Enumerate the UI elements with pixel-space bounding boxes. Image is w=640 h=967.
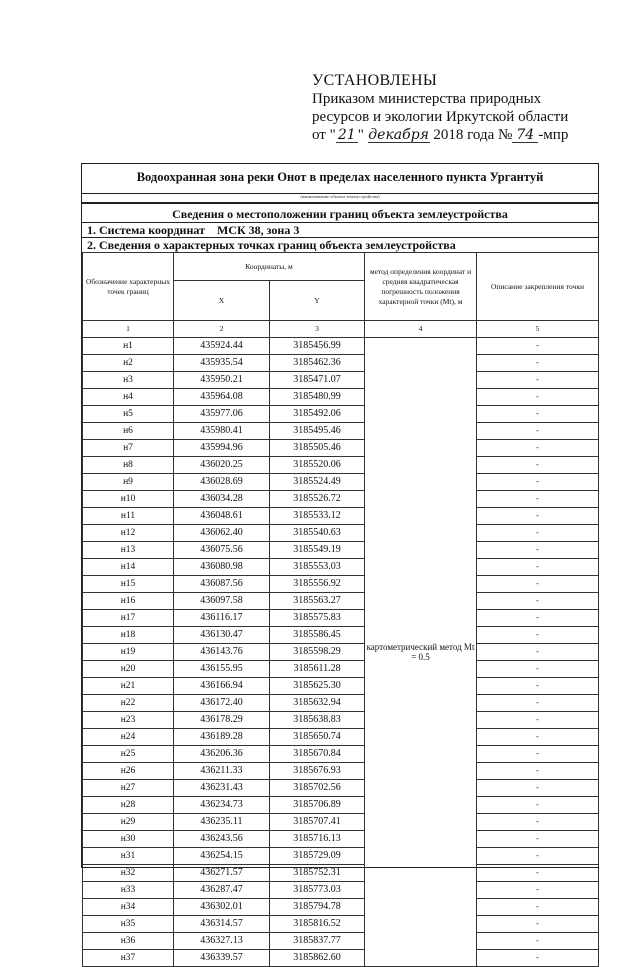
point-id-cell: н37 xyxy=(83,950,174,967)
y-coordinate-cell: 3185862.60 xyxy=(270,950,365,967)
point-id-cell: н36 xyxy=(83,933,174,950)
description-cell: - xyxy=(477,848,599,865)
point-id-cell: н15 xyxy=(83,576,174,593)
x-coordinate-cell: 436097.58 xyxy=(174,593,270,610)
description-cell: - xyxy=(477,610,599,627)
description-cell: - xyxy=(477,525,599,542)
point-id-cell: н34 xyxy=(83,899,174,916)
x-coordinate-cell: 436271.57 xyxy=(174,865,270,882)
description-cell: - xyxy=(477,423,599,440)
point-id-cell: н3 xyxy=(83,372,174,389)
description-cell: - xyxy=(477,457,599,474)
x-coordinate-cell: 436178.29 xyxy=(174,712,270,729)
order-line-1: Приказом министерства природных xyxy=(312,91,542,107)
table-row xyxy=(83,678,599,695)
table-row xyxy=(83,865,599,882)
point-id-cell: н17 xyxy=(83,610,174,627)
x-coordinate-cell: 436189.28 xyxy=(174,729,270,746)
y-coordinate-cell: 3185480.99 xyxy=(270,389,365,406)
point-id-cell: н2 xyxy=(83,355,174,372)
table-row xyxy=(83,423,599,440)
description-cell: - xyxy=(477,406,599,423)
x-coordinate-cell: 436062.40 xyxy=(174,525,270,542)
x-coordinate-cell: 436327.13 xyxy=(174,933,270,950)
table-row xyxy=(83,355,599,372)
y-coordinate-cell: 3185837.77 xyxy=(270,933,365,950)
x-coordinate-cell: 436231.43 xyxy=(174,780,270,797)
x-coordinate-cell: 436206.36 xyxy=(174,746,270,763)
y-coordinate-cell: 3185816.52 xyxy=(270,916,365,933)
description-cell: - xyxy=(477,882,599,899)
x-coordinate-cell: 435980.41 xyxy=(174,423,270,440)
table-row xyxy=(83,814,599,831)
column-number: 3 xyxy=(270,321,365,338)
table-row xyxy=(83,593,599,610)
y-coordinate-cell: 3185632.94 xyxy=(270,695,365,712)
coord-system-value: МСК 38, зона 3 xyxy=(216,223,300,237)
header-desc: Описание закрепления точки xyxy=(477,253,599,321)
x-coordinate-cell: 436028.69 xyxy=(174,474,270,491)
y-coordinate-cell: 3185553.03 xyxy=(270,559,365,576)
x-coordinate-cell: 436254.15 xyxy=(174,848,270,865)
date-year: 2018 года № xyxy=(433,127,513,143)
y-coordinate-cell: 3185533.12 xyxy=(270,508,365,525)
table-row xyxy=(83,559,599,576)
y-coordinate-cell: 3185462.36 xyxy=(270,355,365,372)
date-day: 21 xyxy=(336,128,358,143)
point-id-cell: н21 xyxy=(83,678,174,695)
y-coordinate-cell: 3185706.89 xyxy=(270,797,365,814)
point-id-cell: н31 xyxy=(83,848,174,865)
x-coordinate-cell: 436166.94 xyxy=(174,678,270,695)
table-body xyxy=(83,253,599,967)
description-cell: - xyxy=(477,593,599,610)
table-row xyxy=(83,440,599,457)
column-number: 4 xyxy=(365,321,477,338)
y-coordinate-cell: 3185650.74 xyxy=(270,729,365,746)
x-coordinate-cell: 436243.56 xyxy=(174,831,270,848)
description-cell: - xyxy=(477,899,599,916)
table-row xyxy=(83,576,599,593)
table-row xyxy=(83,729,599,746)
point-id-cell: н1 xyxy=(83,338,174,355)
description-cell: - xyxy=(477,678,599,695)
header-method: метод определения координат и средняя квадратическая погрешность положения характерной точки (Mt), м xyxy=(365,253,477,321)
x-coordinate-cell: 436302.01 xyxy=(174,899,270,916)
table-row xyxy=(83,763,599,780)
approved-heading: УСТАНОВЛЕНЫ xyxy=(312,72,438,89)
table-row xyxy=(83,661,599,678)
description-cell: - xyxy=(477,950,599,967)
description-cell: - xyxy=(477,916,599,933)
point-id-cell: н26 xyxy=(83,763,174,780)
description-cell: - xyxy=(477,491,599,508)
y-coordinate-cell: 3185638.83 xyxy=(270,712,365,729)
point-id-cell: н32 xyxy=(83,865,174,882)
description-cell: - xyxy=(477,440,599,457)
description-cell: - xyxy=(477,576,599,593)
description-cell: - xyxy=(477,831,599,848)
point-id-cell: н30 xyxy=(83,831,174,848)
point-id-cell: н5 xyxy=(83,406,174,423)
table-row xyxy=(83,389,599,406)
point-id-cell: н9 xyxy=(83,474,174,491)
table-row xyxy=(83,406,599,423)
x-coordinate-cell: 436048.61 xyxy=(174,508,270,525)
y-coordinate-cell: 3185586.45 xyxy=(270,627,365,644)
table-row xyxy=(83,372,599,389)
y-coordinate-cell: 3185625.30 xyxy=(270,678,365,695)
description-cell: - xyxy=(477,661,599,678)
point-id-cell: н33 xyxy=(83,882,174,899)
y-coordinate-cell: 3185556.92 xyxy=(270,576,365,593)
point-id-cell: н11 xyxy=(83,508,174,525)
description-cell: - xyxy=(477,372,599,389)
point-id-cell: н16 xyxy=(83,593,174,610)
order-date-line xyxy=(312,126,612,144)
description-cell: - xyxy=(477,695,599,712)
x-coordinate-cell: 436020.25 xyxy=(174,457,270,474)
date-mid: " xyxy=(357,127,364,143)
header-point: Обозначение характерных точек границ xyxy=(83,253,174,321)
document-frame xyxy=(81,163,599,963)
x-coordinate-cell: 435924.44 xyxy=(174,338,270,355)
y-coordinate-cell: 3185716.13 xyxy=(270,831,365,848)
y-coordinate-cell: 3185471.07 xyxy=(270,372,365,389)
point-id-cell: н27 xyxy=(83,780,174,797)
description-cell: - xyxy=(477,797,599,814)
table-row xyxy=(83,508,599,525)
description-cell: - xyxy=(477,355,599,372)
header-y: Y xyxy=(270,281,365,321)
table-row xyxy=(83,491,599,508)
y-coordinate-cell: 3185611.28 xyxy=(270,661,365,678)
description-cell: - xyxy=(477,746,599,763)
y-coordinate-cell: 3185526.72 xyxy=(270,491,365,508)
y-coordinate-cell: 3185598.29 xyxy=(270,644,365,661)
y-coordinate-cell: 3185524.49 xyxy=(270,474,365,491)
table-row xyxy=(83,780,599,797)
description-cell: - xyxy=(477,559,599,576)
description-cell: - xyxy=(477,780,599,797)
x-coordinate-cell: 436172.40 xyxy=(174,695,270,712)
y-coordinate-cell: 3185752.31 xyxy=(270,865,365,882)
approval-stamp xyxy=(312,72,612,144)
x-coordinate-cell: 436314.57 xyxy=(174,916,270,933)
table-row xyxy=(83,338,599,355)
description-cell: - xyxy=(477,729,599,746)
description-cell: - xyxy=(477,865,599,882)
date-suffix: -мпр xyxy=(538,127,569,143)
x-coordinate-cell: 436087.56 xyxy=(174,576,270,593)
description-cell: - xyxy=(477,933,599,950)
point-id-cell: н19 xyxy=(83,644,174,661)
coord-system-row xyxy=(87,223,299,238)
point-id-cell: н10 xyxy=(83,491,174,508)
table-row xyxy=(83,746,599,763)
column-number: 5 xyxy=(477,321,599,338)
description-cell: - xyxy=(477,474,599,491)
table-row xyxy=(83,610,599,627)
order-number: 74 xyxy=(512,128,538,143)
table-row xyxy=(83,797,599,814)
x-coordinate-cell: 436143.76 xyxy=(174,644,270,661)
point-id-cell: н6 xyxy=(83,423,174,440)
column-number: 1 xyxy=(83,321,174,338)
table-row xyxy=(83,542,599,559)
description-cell: - xyxy=(477,542,599,559)
table-row xyxy=(83,474,599,491)
table-row xyxy=(83,831,599,848)
x-coordinate-cell: 436287.47 xyxy=(174,882,270,899)
x-coordinate-cell: 436116.17 xyxy=(174,610,270,627)
y-coordinate-cell: 3185676.93 xyxy=(270,763,365,780)
table-row xyxy=(83,627,599,644)
object-title: Водоохранная зона реки Онот в пределах населенного пункта Ургантуй xyxy=(136,170,544,184)
point-id-cell: н24 xyxy=(83,729,174,746)
x-coordinate-cell: 435950.21 xyxy=(174,372,270,389)
point-id-cell: н23 xyxy=(83,712,174,729)
description-cell: - xyxy=(477,627,599,644)
point-id-cell: н22 xyxy=(83,695,174,712)
table-row xyxy=(83,525,599,542)
header-coords: Координаты, м xyxy=(174,253,365,281)
table-row xyxy=(83,848,599,865)
boundary-points-table xyxy=(82,252,599,967)
method-cell: картометрический метод Mt = 0.5 xyxy=(365,338,477,967)
description-cell: - xyxy=(477,814,599,831)
y-coordinate-cell: 3185495.46 xyxy=(270,423,365,440)
point-id-cell: н8 xyxy=(83,457,174,474)
point-id-cell: н28 xyxy=(83,797,174,814)
x-coordinate-cell: 436234.73 xyxy=(174,797,270,814)
y-coordinate-cell: 3185794.78 xyxy=(270,899,365,916)
x-coordinate-cell: 435977.06 xyxy=(174,406,270,423)
points-label: 2. Сведения о характерных точках границ объекта землеустройства xyxy=(87,238,456,252)
y-coordinate-cell: 3185707.41 xyxy=(270,814,365,831)
point-id-cell: н4 xyxy=(83,389,174,406)
x-coordinate-cell: 435935.54 xyxy=(174,355,270,372)
table-row xyxy=(83,457,599,474)
x-coordinate-cell: 435994.96 xyxy=(174,440,270,457)
description-cell: - xyxy=(477,389,599,406)
header-x: X xyxy=(174,281,270,321)
date-prefix: от " xyxy=(312,127,336,143)
table-row xyxy=(83,899,599,916)
y-coordinate-cell: 3185575.83 xyxy=(270,610,365,627)
point-id-cell: н12 xyxy=(83,525,174,542)
point-id-cell: н7 xyxy=(83,440,174,457)
x-coordinate-cell: 436080.98 xyxy=(174,559,270,576)
section-title: Сведения о местоположении границ объекта землеустройства xyxy=(172,207,508,221)
x-coordinate-cell: 436211.33 xyxy=(174,763,270,780)
y-coordinate-cell: 3185670.84 xyxy=(270,746,365,763)
description-cell: - xyxy=(477,644,599,661)
y-coordinate-cell: 3185563.27 xyxy=(270,593,365,610)
table-row xyxy=(83,950,599,967)
x-coordinate-cell: 436130.47 xyxy=(174,627,270,644)
x-coordinate-cell: 435964.08 xyxy=(174,389,270,406)
divider xyxy=(82,202,598,204)
point-id-cell: н14 xyxy=(83,559,174,576)
y-coordinate-cell: 3185549.19 xyxy=(270,542,365,559)
table-row xyxy=(83,882,599,899)
x-coordinate-cell: 436034.28 xyxy=(174,491,270,508)
x-coordinate-cell: 436075.56 xyxy=(174,542,270,559)
table-row xyxy=(83,916,599,933)
order-line-2: ресурсов и экологии Иркутской области xyxy=(312,109,569,125)
description-cell: - xyxy=(477,712,599,729)
column-number: 2 xyxy=(174,321,270,338)
point-id-cell: н18 xyxy=(83,627,174,644)
y-coordinate-cell: 3185773.03 xyxy=(270,882,365,899)
y-coordinate-cell: 3185492.06 xyxy=(270,406,365,423)
point-id-cell: н25 xyxy=(83,746,174,763)
point-id-cell: н35 xyxy=(83,916,174,933)
x-coordinate-cell: 436235.11 xyxy=(174,814,270,831)
y-coordinate-cell: 3185520.06 xyxy=(270,457,365,474)
point-id-cell: н13 xyxy=(83,542,174,559)
table-row xyxy=(83,644,599,661)
object-caption: (наименование объекта землеустройства) xyxy=(300,194,380,199)
y-coordinate-cell: 3185505.46 xyxy=(270,440,365,457)
x-coordinate-cell: 436339.57 xyxy=(174,950,270,967)
table-row xyxy=(83,695,599,712)
x-coordinate-cell: 436155.95 xyxy=(174,661,270,678)
y-coordinate-cell: 3185540.63 xyxy=(270,525,365,542)
description-cell: - xyxy=(477,508,599,525)
y-coordinate-cell: 3185456.99 xyxy=(270,338,365,355)
coord-system-label: 1. Система координат xyxy=(87,223,205,237)
table-row xyxy=(83,933,599,950)
y-coordinate-cell: 3185729.09 xyxy=(270,848,365,865)
description-cell: - xyxy=(477,763,599,780)
date-month: декабря xyxy=(368,127,429,143)
point-id-cell: н20 xyxy=(83,661,174,678)
table-row xyxy=(83,712,599,729)
y-coordinate-cell: 3185702.56 xyxy=(270,780,365,797)
description-cell: - xyxy=(477,338,599,355)
point-id-cell: н29 xyxy=(83,814,174,831)
